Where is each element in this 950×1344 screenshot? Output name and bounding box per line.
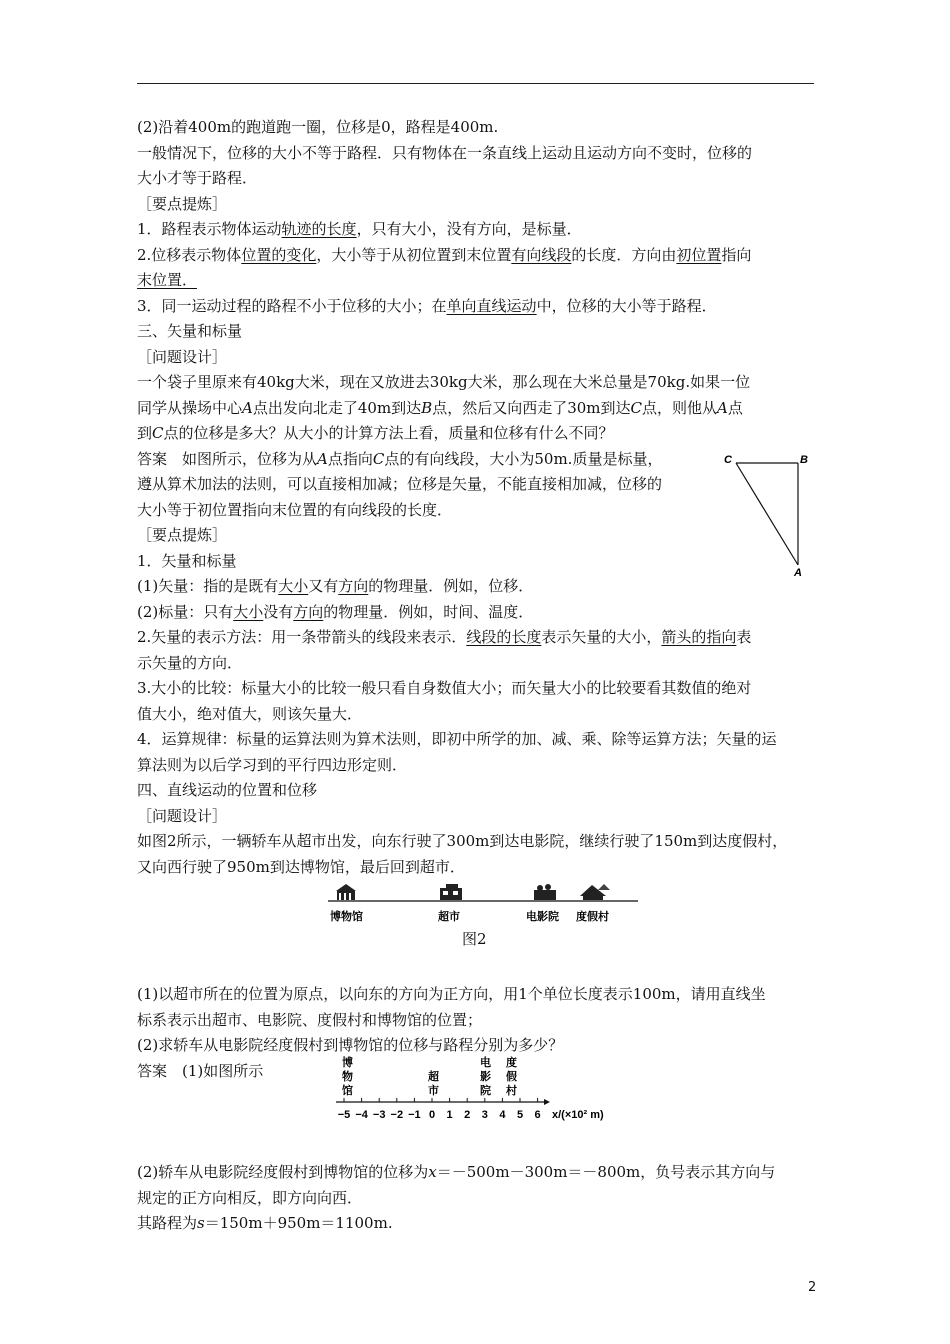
underlined-term: 方向: [293, 602, 324, 621]
text: 1．路程表示物体运动: [137, 220, 282, 238]
underlined-term: 线段的长度: [466, 628, 542, 646]
cinema-char-3: 院: [480, 1085, 491, 1097]
line: (2)沿着400m的跑道跑一圈，位移是0，路程是400m.: [137, 118, 499, 136]
text: 的长度．方向由: [571, 245, 677, 264]
text: 表示矢量的大小，: [541, 628, 662, 646]
line: 一个袋子里原来有40kg大米，现在又放进去30kg大米，那么现在大米总量是70kg.如果一位: [137, 373, 751, 391]
text: 的物理量．例如，位移．: [368, 577, 534, 595]
underlined-term: 大小: [278, 577, 309, 595]
text: (1)矢量：指的是既有: [137, 577, 279, 595]
line: [137, 625, 817, 651]
resort-char-3: 村: [506, 1085, 517, 1097]
underlined-term: 单向直线运动: [446, 296, 537, 315]
figure-caption: 图2: [462, 930, 487, 948]
text: (2)轿车从电影院经度假村到博物馆的位移为: [137, 1163, 429, 1181]
var: B: [421, 398, 433, 417]
var: A: [717, 398, 728, 417]
underlined-term: 位置的变化: [241, 245, 317, 264]
answer-line: [137, 1160, 817, 1186]
axis-tick-label: 0: [428, 1109, 436, 1121]
line: 又向西行驶了950m到达博物馆，最后回到超市．: [137, 857, 465, 876]
label-a: A: [794, 567, 802, 577]
museum-marker: [342, 1056, 353, 1097]
axis-arrow: [544, 1099, 550, 1105]
supermarket-icon: [440, 884, 462, 900]
underlined-term: 有向线段: [511, 245, 572, 264]
text: 又有: [308, 577, 339, 595]
triangle-figure: [718, 447, 818, 577]
var: C: [372, 449, 385, 468]
point-2-cont: [137, 268, 817, 294]
line: [137, 600, 817, 626]
text: ＝－500m－300m＝－800m，负号表示其方向与: [436, 1163, 776, 1181]
text: 2.矢量的表示方法：用一条带箭头的线段来表示．: [137, 628, 467, 646]
text: 的物理量．例如，时间、温度．: [323, 602, 534, 621]
var: s: [197, 1214, 205, 1232]
section-tag: ［要点提炼］: [137, 526, 228, 544]
text: 点指向: [327, 449, 373, 468]
line: [137, 574, 817, 600]
line: 值大小，绝对值大，则该矢量大．: [137, 704, 363, 723]
figure-2-map: [328, 882, 638, 924]
text: ，大小等于从初位置到末位置: [316, 245, 512, 264]
answer-line: [137, 447, 817, 473]
text: 点出发向北走了40m到达: [252, 398, 422, 417]
resort-icon: [580, 884, 610, 900]
answer-line: 规定的正方向相反，即方向向西．: [137, 1188, 363, 1207]
var: C: [630, 398, 642, 417]
text: 表: [736, 628, 752, 646]
section-heading: 三、矢量和标量: [137, 322, 243, 340]
line: 算法则为以后学习到的平行四边形定则．: [137, 755, 408, 774]
line: 如图2所示，一辆轿车从超市出发，向东行驶了300m到达电影院，继续行驶了150m到达度假村，: [137, 832, 788, 850]
cinema-icon: [534, 884, 556, 900]
text: ，只有大小，没有方向，是标量．: [356, 220, 582, 238]
underlined-term: 方向: [338, 577, 369, 595]
var: A: [242, 398, 253, 417]
label-resort: 度假村: [576, 911, 609, 923]
line: 标系表示出超市、电影院、度假村和博物馆的位置；: [137, 1010, 483, 1029]
text: 同学从操场中心: [137, 398, 243, 417]
underlined-term: 大小: [233, 602, 264, 621]
axis-tick-label: −2: [390, 1109, 404, 1121]
label-supermarket: 超市: [438, 911, 460, 923]
text: 点: [727, 398, 743, 417]
underlined-term: 末位置．: [137, 271, 198, 289]
section-heading: 四、直线运动的位置和位移: [137, 781, 318, 799]
cinema-char-2: 影: [480, 1071, 491, 1083]
answer-line: 答案 (1)如图所示: [137, 1061, 264, 1080]
market-char-2: 市: [428, 1085, 439, 1097]
text: 点，则他从: [642, 398, 718, 417]
text: 点，然后又向西走了30m到达: [432, 398, 631, 417]
line: [137, 396, 817, 422]
point-1: [137, 217, 817, 243]
label-museum: 博物馆: [330, 911, 363, 923]
text: (2)标量：只有: [137, 602, 234, 621]
underlined-term: 轨迹的长度: [281, 220, 357, 238]
axis-tick-label: −3: [372, 1109, 386, 1121]
axis-tick-labels: [338, 1109, 541, 1121]
underlined-term: 箭头的指向: [661, 628, 737, 646]
section-tag: ［问题设计］: [137, 347, 228, 366]
axis-tick-label: 5: [516, 1109, 524, 1121]
axis-tick-label: 6: [534, 1109, 541, 1121]
line: 示矢量的方向．: [137, 653, 243, 672]
line: 4．运算规律：标量的运算法则为算术法则，即初中所学的加、减、乘、除等运算方法；矢量的运: [137, 730, 777, 748]
text: 到: [137, 424, 153, 442]
line: [137, 421, 817, 447]
axis-tick-label: 2: [464, 1109, 471, 1121]
market-char-1: 超: [428, 1071, 439, 1083]
label-cinema: 电影院: [526, 911, 559, 923]
page-number: 2: [808, 1280, 817, 1295]
line: (2)求轿车从电影院经度假村到博物馆的位移与路程分别为多少？: [137, 1036, 564, 1054]
point-3: [137, 294, 817, 320]
underlined-term: 初位置: [676, 245, 722, 264]
cinema-marker: [480, 1056, 491, 1097]
museum-char-2: 物: [342, 1071, 353, 1083]
line: (1)以超市所在的位置为原点，以向东的方向为正方向，用1个单位长度表示100m，请用直线坐: [137, 985, 766, 1003]
text: 2.位移表示物体: [137, 245, 242, 264]
supermarket-marker: [428, 1069, 439, 1097]
var: x: [428, 1163, 437, 1181]
section-tag: ［要点提炼］: [137, 194, 228, 213]
axis-tick-label: 3: [481, 1109, 488, 1121]
axis-unit: x/(×10² m): [552, 1109, 604, 1121]
answer-line: [137, 1211, 817, 1237]
section-tag: ［问题设计］: [137, 806, 228, 825]
line: 大小才等于路程．: [137, 169, 258, 187]
resort-marker: [506, 1056, 517, 1097]
header-rule: [137, 83, 814, 84]
text: 点的位移是多大？从大小的计算方法上看，质量和位移有什么不同？: [163, 424, 614, 442]
axis-tick-label: 1: [446, 1109, 453, 1121]
line: 一般情况下，位移的大小不等于路程．只有物体在一条直线上运动且运动方向不变时，位移的: [137, 143, 753, 162]
line: 1．矢量和标量: [137, 551, 237, 570]
text: 3．同一运动过程的路程不小于位移的大小；在: [137, 296, 447, 315]
axis-figure: [334, 1056, 624, 1126]
axis-tick-label: 4: [499, 1109, 506, 1121]
edge-ca: [736, 463, 798, 565]
resort-char-1: 度: [506, 1057, 517, 1069]
text: ＝150m＋950m＝1100m.: [204, 1214, 393, 1232]
museum-char-1: 博: [342, 1057, 353, 1069]
museum-char-3: 馆: [342, 1085, 353, 1097]
line: 3.大小的比较：标量大小的比较一般只看自身数值大小；而矢量大小的比较要看其数值的绝对: [137, 679, 752, 697]
cinema-char-1: 电: [480, 1057, 491, 1069]
text: 其路程为: [137, 1214, 198, 1232]
answer-line: 大小等于初位置指向末位置的有向线段的长度．: [137, 500, 453, 519]
label-c: C: [724, 454, 732, 466]
text: 点的有向线段，大小为50m.质量是标量，: [384, 449, 663, 468]
var: C: [152, 424, 164, 442]
axis-tick-label: −1: [408, 1109, 421, 1121]
var: A: [317, 449, 328, 468]
label-b: B: [800, 454, 808, 466]
point-2: [137, 243, 817, 269]
resort-char-2: 假: [506, 1071, 517, 1083]
text: 中，位移的大小等于路程．: [536, 296, 717, 315]
axis-tick-label: −5: [337, 1109, 351, 1121]
text: 没有: [263, 602, 294, 621]
answer-line: 遵从算术加法的法则，可以直接相加减；位移是矢量，不能直接相加减，位移的: [137, 475, 663, 493]
text: 指向: [721, 245, 752, 264]
museum-icon: [336, 884, 356, 900]
axis-tick-label: −4: [355, 1109, 368, 1121]
text: 答案 如图所示，位移为从: [137, 449, 318, 468]
